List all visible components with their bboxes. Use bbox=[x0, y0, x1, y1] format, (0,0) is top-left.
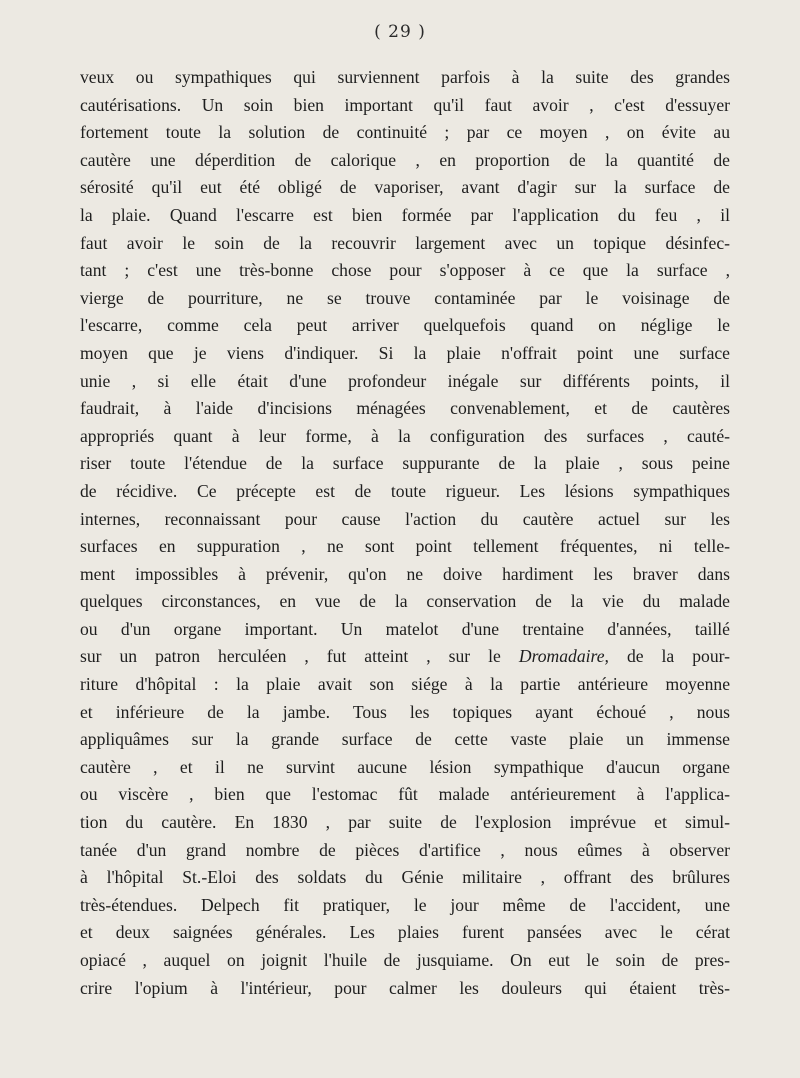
text-line: à l'hôpital St.-Eloi des soldats du Génie militaire , offrant des brûlures bbox=[80, 867, 730, 888]
text-line: sur un patron herculéen , fut atteint , sur le Dromadaire, de la pour- bbox=[80, 646, 730, 667]
text-line: tant ; c'est une très-bonne chose pour s'opposer à ce que la surface , bbox=[80, 260, 730, 281]
italic-ship-name: Dromadaire, bbox=[518, 646, 609, 667]
text-line: vierge de pourriture, ne se trouve contaminée par le voisinage de bbox=[80, 287, 730, 308]
text-line: crire l'opium à l'intérieur, pour calmer les douleurs qui étaient très- bbox=[80, 977, 730, 998]
text-line: tion du cautère. En 1830 , par suite de l'explosion imprévue et simul- bbox=[80, 812, 730, 833]
text-line: unie , si elle était d'une profondeur inégale sur différents points, il bbox=[80, 370, 730, 391]
text-line: surfaces en suppuration , ne sont point tellement fréquentes, ni telle- bbox=[80, 536, 730, 557]
text-line: riture d'hôpital : la plaie avait son siége à la partie antérieure moyenne bbox=[80, 674, 730, 695]
text-line: l'escarre, comme cela peut arriver quelquefois quand on néglige le bbox=[80, 315, 730, 336]
text-line: ou d'un organe important. Un matelot d'une trentaine d'années, taillé bbox=[80, 618, 730, 639]
text-line: tanée d'un grand nombre de pièces d'artifice , nous eûmes à observer bbox=[80, 839, 730, 860]
page-number: ( 29 ) bbox=[374, 22, 426, 42]
text-line: riser toute l'étendue de la surface suppurante de la plaie , sous peine bbox=[80, 453, 730, 474]
text-line: fortement toute la solution de continuité ; par ce moyen , on évite au bbox=[80, 122, 730, 143]
text-line: internes, reconnaissant pour cause l'action du cautère actuel sur les bbox=[80, 508, 730, 529]
text-line: faut avoir le soin de la recouvrir largement avec un topique désinfec- bbox=[80, 232, 730, 253]
text-line: ment impossibles à prévenir, qu'on ne doive hardiment les braver dans bbox=[80, 563, 730, 584]
text-line: moyen que je viens d'indiquer. Si la plaie n'offrait point une surface bbox=[80, 342, 730, 363]
text-line: quelques circonstances, en vue de la conservation de la vie du malade bbox=[80, 591, 730, 612]
text-line: et inférieure de la jambe. Tous les topiques ayant échoué , nous bbox=[80, 701, 730, 722]
text-line: de récidive. Ce précepte est de toute rigueur. Les lésions sympathiques bbox=[80, 480, 730, 501]
text-line: cautérisations. Un soin bien important qu'il faut avoir , c'est d'essuyer bbox=[80, 94, 730, 115]
text-line: appliquâmes sur la grande surface de cette vaste plaie un immense bbox=[80, 729, 730, 750]
text-line: très-étendues. Delpech fit pratiquer, le jour même de l'accident, une bbox=[80, 894, 730, 915]
text-line: appropriés quant à leur forme, à la configuration des surfaces , cauté- bbox=[80, 425, 730, 446]
text-line: opiacé , auquel on joignit l'huile de jusquiame. On eut le soin de pres- bbox=[80, 950, 730, 970]
text-line: veux ou sympathiques qui surviennent parfois à la suite des grandes bbox=[80, 67, 730, 87]
text-line: cautère , et il ne survint aucune lésion sympathique d'aucun organe bbox=[80, 756, 730, 777]
text-line: ou viscère , bien que l'estomac fût malade antérieurement à l'applica- bbox=[80, 784, 730, 805]
text-line: la plaie. Quand l'escarre est bien formée par l'application du feu , il bbox=[80, 204, 730, 225]
text-line: et deux saignées générales. Les plaies furent pansées avec le cérat bbox=[80, 922, 730, 943]
text-line: cautère une déperdition de calorique , en proportion de la quantité de bbox=[80, 149, 730, 170]
body-text bbox=[80, 64, 730, 1002]
text-line: faudrait, à l'aide d'incisions ménagées convenablement, et de cautères bbox=[80, 398, 730, 419]
text-line: sérosité qu'il eut été obligé de vaporiser, avant d'agir sur la surface de bbox=[80, 177, 730, 198]
